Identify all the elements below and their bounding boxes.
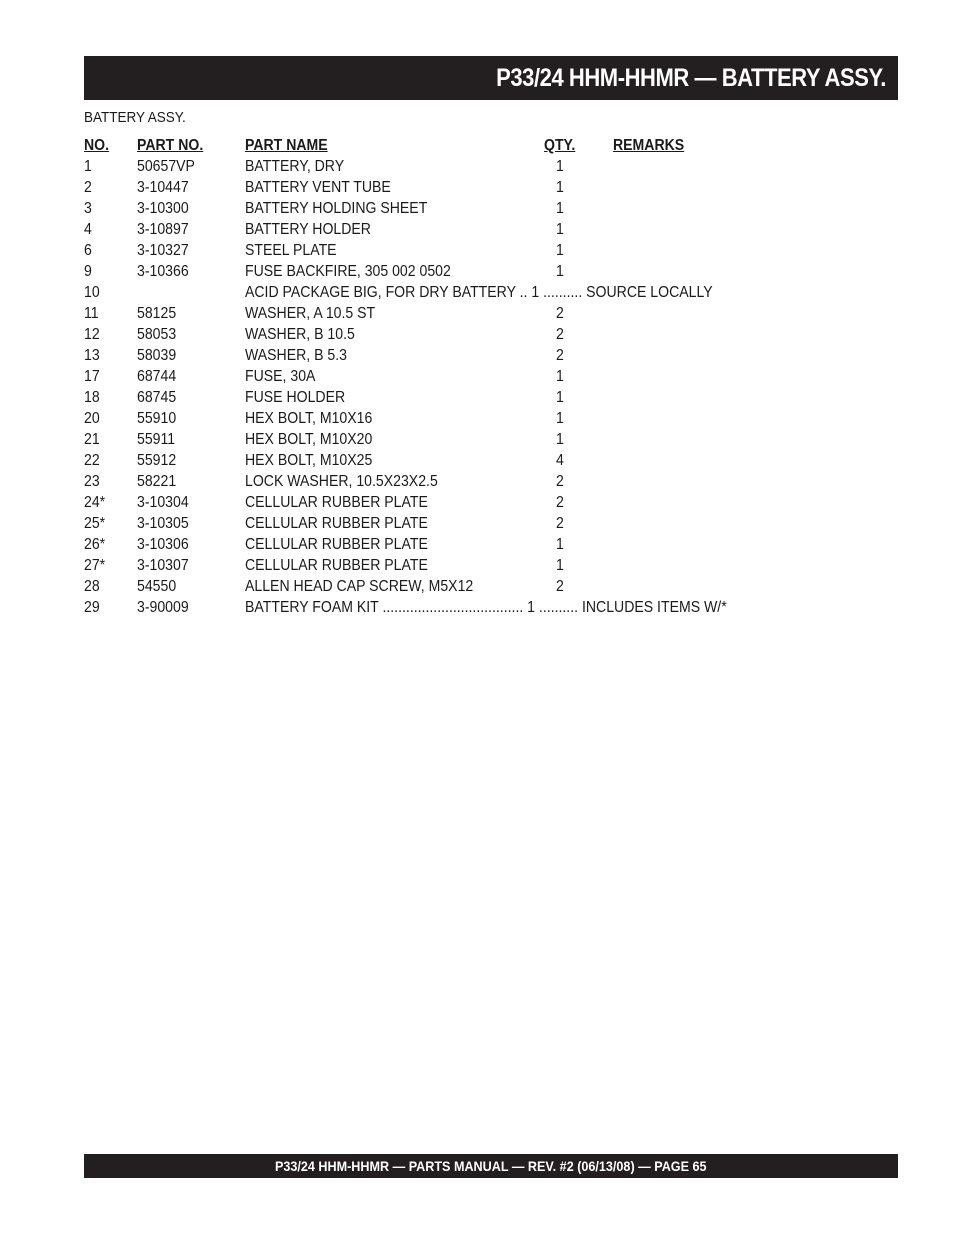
cell-no: 13 <box>84 347 100 364</box>
cell-part-no: 50657VP <box>137 158 195 175</box>
table-row <box>84 450 884 471</box>
cell-part-name: STEEL PLATE <box>245 242 337 259</box>
cell-no: 29 <box>84 599 100 616</box>
page-footer-bar <box>84 1154 898 1178</box>
cell-part-no: 58053 <box>137 326 177 343</box>
column-header-part-name: PART NAME <box>245 137 328 154</box>
cell-part-name: WASHER, B 10.5 <box>245 326 355 343</box>
table-row <box>84 429 884 450</box>
cell-no: 10 <box>84 284 100 301</box>
cell-part-no: 3-90009 <box>137 599 189 616</box>
section-label: BATTERY ASSY. <box>84 109 186 126</box>
cell-no: 12 <box>84 326 100 343</box>
cell-part-no: 68744 <box>137 368 177 385</box>
cell-qty: 1 <box>556 557 564 574</box>
cell-part-no: 58221 <box>137 473 177 490</box>
cell-part-name: ALLEN HEAD CAP SCREW, M5X12 <box>245 578 474 595</box>
table-row <box>84 555 884 576</box>
cell-qty: 1 <box>556 368 564 385</box>
table-row <box>84 408 884 429</box>
table-row <box>84 240 884 261</box>
cell-no: 28 <box>84 578 100 595</box>
cell-part-no: 3-10447 <box>137 179 189 196</box>
cell-part-name: BATTERY VENT TUBE <box>245 179 391 196</box>
cell-part-no: 3-10304 <box>137 494 189 511</box>
cell-part-no: 3-10897 <box>137 221 189 238</box>
cell-part-name: BATTERY HOLDING SHEET <box>245 200 428 217</box>
table-row <box>84 366 884 387</box>
cell-part-name: ACID PACKAGE BIG, FOR DRY BATTERY .. 1 .......... SOURCE LOCALLY <box>245 284 713 301</box>
cell-part-no: 58039 <box>137 347 177 364</box>
cell-part-no: 3-10327 <box>137 242 189 259</box>
cell-qty: 1 <box>556 179 564 196</box>
cell-part-name: CELLULAR RUBBER PLATE <box>245 515 428 532</box>
cell-no: 27* <box>84 557 106 574</box>
cell-part-no: 3-10307 <box>137 557 189 574</box>
cell-qty: 1 <box>556 158 564 175</box>
cell-no: 21 <box>84 431 100 448</box>
cell-part-name: BATTERY, DRY <box>245 158 345 175</box>
table-row <box>84 471 884 492</box>
cell-qty: 2 <box>556 578 564 595</box>
table-row <box>84 387 884 408</box>
cell-no: 1 <box>84 158 92 175</box>
cell-no: 20 <box>84 410 100 427</box>
cell-qty: 1 <box>556 200 564 217</box>
cell-part-no: 58125 <box>137 305 177 322</box>
cell-qty: 2 <box>556 326 564 343</box>
cell-qty: 4 <box>556 452 564 469</box>
cell-part-name: FUSE HOLDER <box>245 389 346 406</box>
table-header-row <box>84 135 884 156</box>
cell-part-name: LOCK WASHER, 10.5X23X2.5 <box>245 473 438 490</box>
table-row <box>84 513 884 534</box>
column-header-remarks: REMARKS <box>613 137 685 154</box>
cell-no: 17 <box>84 368 100 385</box>
cell-qty: 2 <box>556 473 564 490</box>
table-row <box>84 177 884 198</box>
cell-no: 26* <box>84 536 106 553</box>
cell-no: 22 <box>84 452 100 469</box>
column-header-qty: QTY. <box>544 137 576 154</box>
cell-part-name: BATTERY FOAM KIT .................................... 1 .......... INCLUDES ITEMS W/* <box>245 599 727 616</box>
cell-part-no: 3-10306 <box>137 536 189 553</box>
page-header-bar <box>84 56 898 100</box>
cell-part-no: 3-10366 <box>137 263 189 280</box>
cell-no: 6 <box>84 242 92 259</box>
column-header-no: NO. <box>84 137 110 154</box>
cell-qty: 2 <box>556 515 564 532</box>
cell-qty: 2 <box>556 494 564 511</box>
cell-part-no: 55911 <box>137 431 176 448</box>
cell-qty: 1 <box>556 536 564 553</box>
table-row <box>84 597 884 618</box>
cell-part-name: FUSE BACKFIRE, 305 002 0502 <box>245 263 451 280</box>
column-header-part-no: PART NO. <box>137 137 204 154</box>
cell-qty: 1 <box>556 242 564 259</box>
cell-no: 18 <box>84 389 100 406</box>
cell-part-no: 54550 <box>137 578 177 595</box>
cell-part-no: 55910 <box>137 410 177 427</box>
parts-table <box>84 135 884 618</box>
table-row <box>84 156 884 177</box>
cell-part-name: CELLULAR RUBBER PLATE <box>245 494 428 511</box>
cell-part-no: 68745 <box>137 389 177 406</box>
cell-qty: 1 <box>556 431 564 448</box>
table-row <box>84 324 884 345</box>
table-row <box>84 534 884 555</box>
cell-qty: 2 <box>556 347 564 364</box>
cell-part-name: WASHER, A 10.5 ST <box>245 305 376 322</box>
cell-qty: 1 <box>556 410 564 427</box>
page-title: P33/24 HHM-HHMR — BATTERY ASSY. <box>496 63 886 92</box>
table-row <box>84 282 884 303</box>
cell-part-name: WASHER, B 5.3 <box>245 347 347 364</box>
table-row <box>84 576 884 597</box>
table-body <box>84 156 884 618</box>
cell-part-name: HEX BOLT, M10X20 <box>245 431 373 448</box>
cell-no: 24* <box>84 494 106 511</box>
cell-part-no: 3-10305 <box>137 515 189 532</box>
cell-no: 3 <box>84 200 92 217</box>
cell-qty: 1 <box>556 221 564 238</box>
table-row <box>84 492 884 513</box>
cell-part-name: BATTERY HOLDER <box>245 221 371 238</box>
table-row <box>84 261 884 282</box>
cell-no: 9 <box>84 263 92 280</box>
cell-part-name: CELLULAR RUBBER PLATE <box>245 557 428 574</box>
cell-no: 25* <box>84 515 106 532</box>
footer-text: P33/24 HHM-HHMR — PARTS MANUAL — REV. #2 (06/13/08) — PAGE 65 <box>275 1158 707 1174</box>
cell-no: 11 <box>84 305 99 322</box>
cell-qty: 1 <box>556 389 564 406</box>
cell-qty: 1 <box>556 263 564 280</box>
cell-part-no: 55912 <box>137 452 177 469</box>
cell-part-name: HEX BOLT, M10X16 <box>245 410 373 427</box>
table-row <box>84 219 884 240</box>
cell-no: 23 <box>84 473 100 490</box>
cell-part-name: HEX BOLT, M10X25 <box>245 452 373 469</box>
cell-no: 2 <box>84 179 92 196</box>
table-row <box>84 303 884 324</box>
table-row <box>84 198 884 219</box>
cell-part-name: FUSE, 30A <box>245 368 316 385</box>
cell-part-no: 3-10300 <box>137 200 189 217</box>
cell-part-name: CELLULAR RUBBER PLATE <box>245 536 428 553</box>
cell-no: 4 <box>84 221 92 238</box>
cell-qty: 2 <box>556 305 564 322</box>
table-row <box>84 345 884 366</box>
